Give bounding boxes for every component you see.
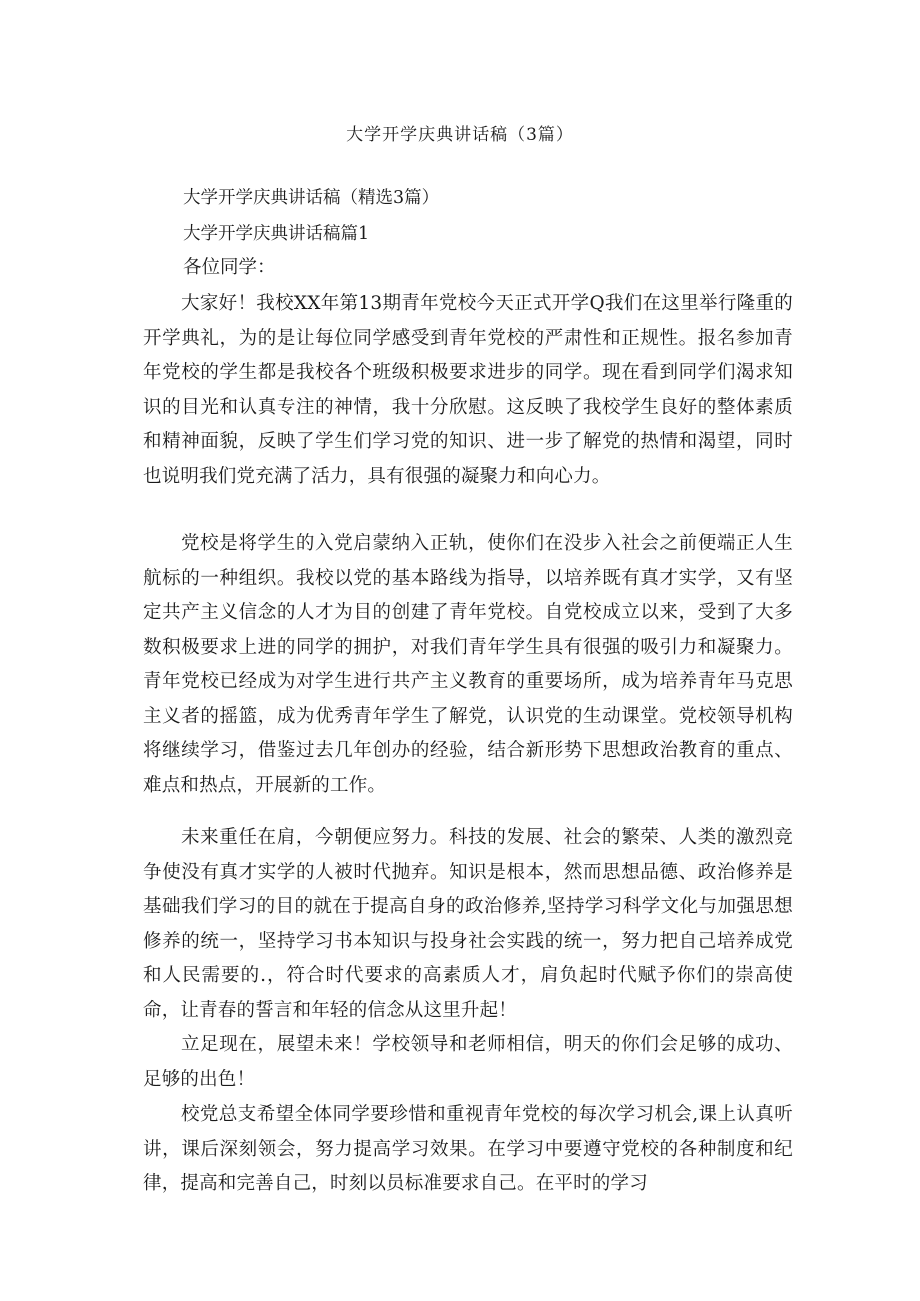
paragraph: 党校是将学生的入党启蒙纳入正轨，使你们在没步入社会之前便端正人生航标的一种组织。我校以党的基本路线为指导，以培养既有真才实学，又有坚定共产主义信念的人才为目的创建了青年党校。自党校成立以来，受到了大多数积极要求上进的同学的拥护，对我们青年学生具有很强的吸引力和凝聚力。青年党校已经成为对学生进行共产主义教育的重要场所，成为培养青年马克思主义者的摇篮，成为优秀青年学生了解党，认识党的生动课堂。党校领导机构将继续学习，借鉴过去几年创办的经验，结合新形势下思想政治教育的重点、难点和热点，开展新的工作。 [143, 533, 793, 796]
document-subtitle: 大学开学庆典讲话稿（精选3篇） [183, 188, 440, 208]
section-heading: 大学开学庆典讲话稿篇1 [183, 224, 370, 244]
paragraph: 立足现在，展望未来！学校领导和老师相信，明天的你们会足够的成功、足够的出色！ [143, 1034, 793, 1090]
document-title: 大学开学庆典讲话稿（3篇） [346, 125, 574, 145]
salutation: 各位同学： [183, 257, 276, 278]
paragraph: 未来重任在肩，今朝便应努力。科技的发展、社会的繁荣、人类的激烈竞争使没有真才实学的人被时代抛弃。知识是根本，然而思想品德、政治修养是基础我们学习的目的就在于提高自身的政治修养,坚持学习科学文化与加强思想修养的统一，坚持学习书本知识与投身社会实践的统一，努力把自己培养成党和人民需要的.，符合时代要求的高素质人才，肩负起时代赋予你们的崇高使命，让青春的誓言和年轻的信念从这里升起！ [143, 827, 793, 1021]
paragraph: 校党总支希望全体同学要珍惜和重视青年党校的每次学习机会,课上认真听讲，课后深刻领会，努力提高学习效果。在学习中要遵守党校的各种制度和纪律，提高和完善自己，时刻以员标准要求自己。在平时的学习 [143, 1104, 793, 1194]
paragraph: 大家好！我校XX年第13期青年党校今天正式开学Q我们在这里举行隆重的开学典礼，为的是让每位同学感受到青年党校的严肃性和正规性。报名参加青年党校的学生都是我校各个班级积极要求进步的同学。现在看到同学们渴求知识的目光和认真专注的神情，我十分欣慰。这反映了我校学生良好的整体素质和精神面貌，反映了学生们学习党的知识、进一步了解党的热情和渴望，同时也说明我们党充满了活力，具有很强的凝聚力和向心力。 [143, 293, 793, 487]
